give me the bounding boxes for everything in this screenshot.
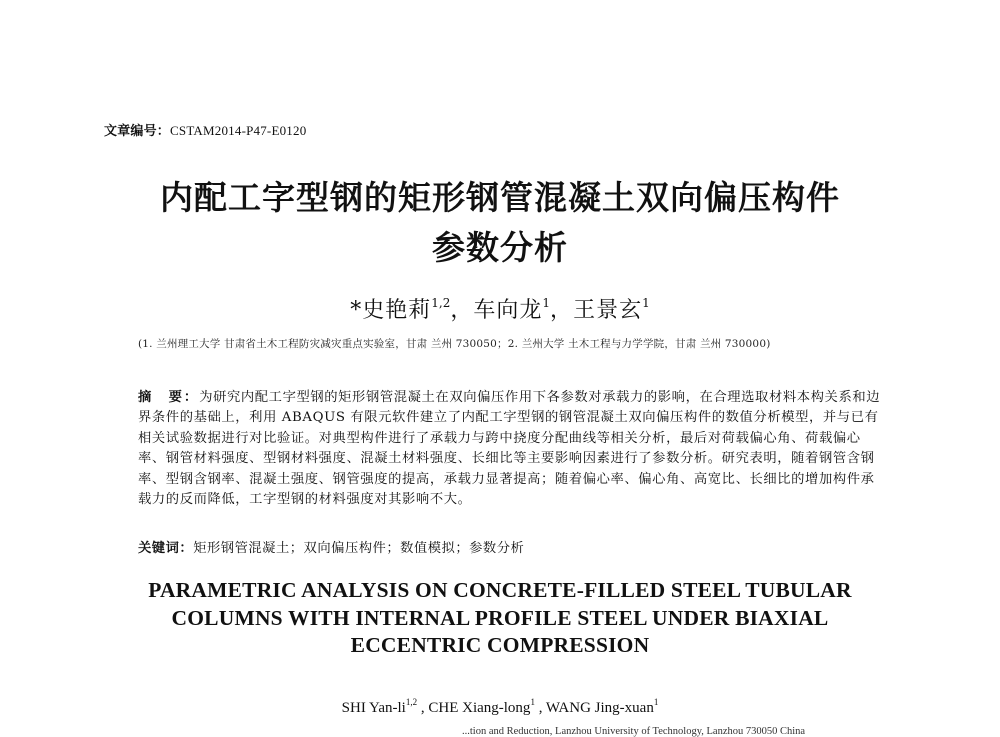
chinese-abstract [138,388,888,510]
article-number [104,120,306,139]
chinese-title-line-2: 参数分析 [432,228,568,267]
en-author-separator: , [534,700,546,716]
chinese-keywords [138,537,524,556]
en-author-2-affil-mark: 1 [530,697,535,707]
english-title-line-2: COLUMNS WITH INTERNAL PROFILE STEEL UNDER BIAXIAL [171,605,829,630]
author-separator: ， [450,298,474,323]
author-1-name: *史艳莉 [350,298,432,323]
en-author-separator: , [417,700,429,716]
article-number-label: 文章编号： [104,124,171,139]
author-2-affil-mark: 1 [542,296,551,310]
author-2-name: 车向龙 [473,298,543,323]
english-affiliation-cut-off: ...tion and Reduction, Lanzhou University of Technology, Lanzhou 730050 China [462,726,806,737]
author-3-affil-mark: 1 [642,296,650,310]
author-1-affil-mark: 1,2 [431,296,451,310]
english-title [0,577,1000,660]
keywords-label: 关键词： [138,541,194,556]
en-author-1-name: SHI Yan-li [341,700,406,716]
en-author-3-name: WANG Jing-xuan [545,700,654,716]
en-author-3-affil-mark: 1 [653,697,659,707]
chinese-title-line-1: 内配工字型钢的矩形钢管混凝土双向偏压构件 [160,178,840,217]
en-author-1-affil-mark: 1,2 [405,697,418,707]
author-3-name: 王景玄 [573,298,643,323]
abstract-label: 摘 要： [138,390,200,405]
chinese-affiliation: (1. 兰州理工大学 甘肃省土木工程防灾减灾重点实验室，甘肃 兰州 730050；2. 兰州大学 土木工程与力学学院，甘肃 兰州 730000) [138,338,771,350]
en-author-2-name: CHE Xiang-long [428,700,531,716]
chinese-authors [0,293,1000,324]
english-title-line-1: PARAMETRIC ANALYSIS ON CONCRETE-FILLED STEEL TUBULAR [148,578,852,602]
article-number-value: CSTAM2014-P47-E0120 [170,123,307,138]
english-authors [0,697,1000,717]
author-separator: ， [550,298,574,323]
english-title-line-3: ECCENTRIC COMPRESSION [350,633,650,657]
abstract-text: 为研究内配工字型钢的矩形钢管混凝土在双向偏压作用下各参数对承载力的影响，在合理选取材料本构关系和边界条件的基础上，利用 ABAQUS 有限元软件建立了内配工字型钢的钢管混凝土双向偏压构件的数值分析模型，并与已有相关试验数据进行对比验证。对典型构件进行了承载力与跨中挠度分配曲线等相关分析，最后对荷载偏心角、荷载偏心率、钢管材料强度、型钢材料强度、混凝土材料强度、长细比等主要影响因素进行了参数分析。研究表明，随着钢管含钢率、型钢含钢率、混凝土强度、钢管强度的提高，承载力显著提高；随着偏心率、偏心角、高宽比、长细比的增加构件承载力的反而降低，工字型钢的材料强度对其影响不大。 [138,390,881,508]
keywords-text: 矩形钢管混凝土；双向偏压构件；数值模拟；参数分析 [193,541,525,556]
